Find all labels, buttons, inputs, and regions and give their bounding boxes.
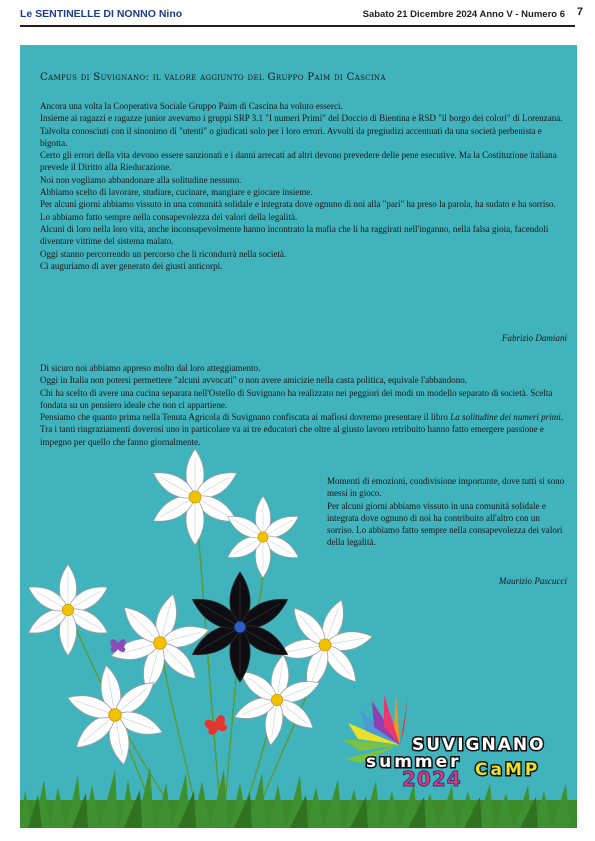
logo-line2: summer (366, 752, 462, 772)
paragraph: Chi ha scelto di avere una cucina separata nell'Ostello di Suvignano ha realizzato nei peggiori dei modi un modello separato di società. Scelta fondata su un pensiero ideale che non ci appartiene. (40, 387, 553, 410)
paragraph: Insieme ai ragazzi e ragazze junior avevamo i gruppi SRP 3.1 "I numeri Primi" del Doccio di Bientina e RSD "il borgo dei colori" di Lorenzana. (40, 113, 563, 124)
paragraph: Abbiamo scelto di lavorare, studiare, cucinare, mangiare e giocare insieme. (40, 187, 313, 198)
paragraph: Tra i tanti ringraziamenti doverosi uno in particolare va ai tre educatori che oltre al giusto lavoro retribuito hanno fatto emergere passione e impegno per quello che fanno giornalmente. (40, 424, 544, 447)
paragraph: Ci auguriamo di aver generato dei giusti anticorpi. (40, 260, 223, 271)
header-rule (20, 25, 575, 27)
paragraph: Noi non vogliamo abbandonare alla solitudine nessuno. (40, 174, 242, 185)
paragraph: Oggi in Italia non potersi permettere "alcuni avvocati" o non avere amicizie nella casta politica, equivale l'abbandono. (40, 375, 468, 386)
paragraph: Ancora una volta la Cooperativa Sociale Gruppo Paim di Cascina ha voluto esserci. (40, 101, 343, 111)
page-number: 7 (576, 6, 583, 18)
logo-line1: SUVIGNANO (412, 735, 546, 755)
paragraph: Lo abbiamo fatto sempre nella consapevolezza dei valori della legalità. (40, 211, 298, 222)
article-body-part2 (40, 362, 570, 448)
article-body-part3 (327, 475, 568, 549)
issue-info: Sabato 21 Dicembre 2024 Anno V - Numero 6 (362, 9, 565, 20)
logo-line4: CaMP (475, 760, 541, 780)
logo-line3: 2024 (402, 767, 462, 791)
paragraph: Talvolta conosciuti con il sinonimo di "utenti" o giudicati solo per i loro errori. Avvolti da pregiudizi accentuati da una società perbenista e bigotta. (40, 125, 542, 148)
article-body-part1 (40, 100, 570, 272)
paragraph: Momenti di emozioni, condivisione importante, dove tutti si sono messi in gioco. (327, 476, 565, 499)
book-end: . (560, 412, 564, 423)
author-signature-2: Maurizio Pascucci (498, 576, 567, 586)
paragraph: Certo gli errori della vita devono essere sanzionati e i danni arrecati ad altri devono prevedere delle pene esecutive. Ma la Costituzione italiana prevede il Diritto alla Rieducazione. (40, 150, 557, 173)
book-intro: Pensiamo che quanto prima nella Tenuta Agricola di Suvignano confiscata ai mafiosi dovremo presentare il libro (40, 412, 451, 423)
white-flower (24, 564, 111, 655)
newspaper-name: Le SENTINELLE DI NONNO Nino (20, 8, 183, 20)
white-flower (149, 449, 241, 545)
paragraph (40, 411, 570, 423)
page-header (20, 8, 575, 26)
paragraph: Per alcuni giorni abbiamo vissuto in una comunità solidale e integrata dove ognuno di noi alla "pari" ha preso la parola, ha sudato e ha sorriso. (40, 199, 556, 210)
white-flower (224, 496, 302, 578)
article-panel (20, 45, 577, 828)
paragraph: Per alcuni giorni abbiamo vissuto in una comunità solidale e integrata dove ognuno di noi ha contribuito all'altro con un sorriso. Lo abbiamo fatto sempre nella consapevolezza dei valori della legalità. (327, 500, 563, 548)
paragraph: Alcuni di loro nella loro vita, anche inconsapevolmente hanno incontrato la mafia che li ha raggirati nell'inganno, nella falsa gioia, facendoli diventare vittime del sistema malato. (40, 223, 549, 247)
book-title: La solitudine dei numeri primi (450, 412, 561, 423)
paragraph: Di sicuro noi abbiamo appreso molto dal loro atteggiamento. (40, 363, 261, 373)
paragraph: Oggi stanno percorrendo un percorso che li ricondurrà nella società. (40, 248, 287, 259)
author-signature-1: Fabrizio Damiani (501, 333, 567, 343)
red-butterfly (204, 714, 229, 736)
article-title: Campus di Suvignano: il valore aggiunto del Gruppo Paim di Cascina (40, 71, 386, 83)
